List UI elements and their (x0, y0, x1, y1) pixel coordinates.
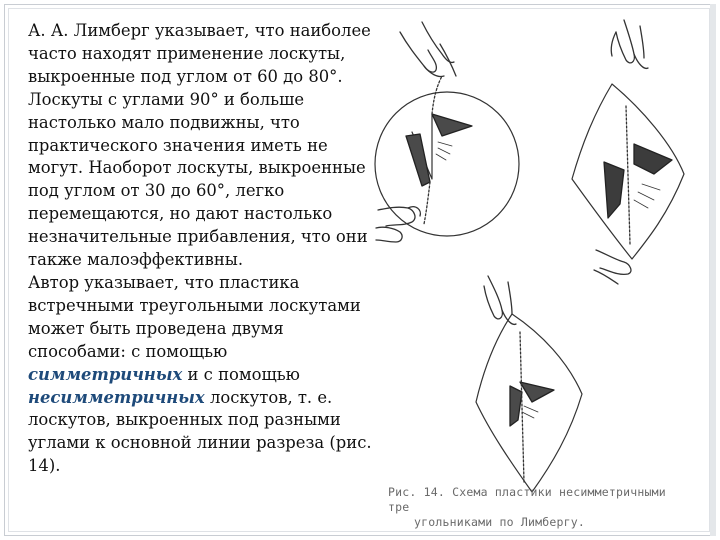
figure-caption (388, 485, 688, 530)
caption-line-2: угольниками по Лимбергу. (414, 515, 585, 529)
surgical-figure-illustration (372, 14, 710, 526)
slide-side-bar (710, 4, 716, 536)
emphasis-asymmetric: несимметричных (28, 387, 205, 407)
caption-line-1: Рис. 14. Схема пластики несимметричными тре (388, 485, 666, 514)
paragraph-2-mid: и с помощью (187, 364, 300, 384)
paragraph-2-start: Автор указывает, что пластика встречными треугольными лоскутами может быть проведена двумя способами: с помощью (28, 272, 361, 361)
figure-b (572, 20, 684, 284)
figure-c (476, 276, 582, 492)
emphasis-symmetric: симметричных (28, 364, 183, 384)
paragraph-2-end: лоскутов, т. е. лоскутов, выкроенных под разными углами к основной линии разреза (рис. 14). (28, 387, 372, 476)
paragraph-1: А. А. Лимберг указывает, что наиболее часто находят применение лоскуты, выкроенные под углом от 60 до 80°. Лоскуты с углами 90° и больше настолько мало подвижны, что практического значения иметь не могут. Наоборот лоскуты, выкроенные под углом от 30 до 60°, легко перемещаются, но дают настолько незначительные прибавления, что они также малоэффективны. (28, 21, 371, 270)
figure-a (375, 22, 519, 242)
slide-body-text (28, 20, 378, 478)
paragraph-2 (28, 272, 378, 478)
